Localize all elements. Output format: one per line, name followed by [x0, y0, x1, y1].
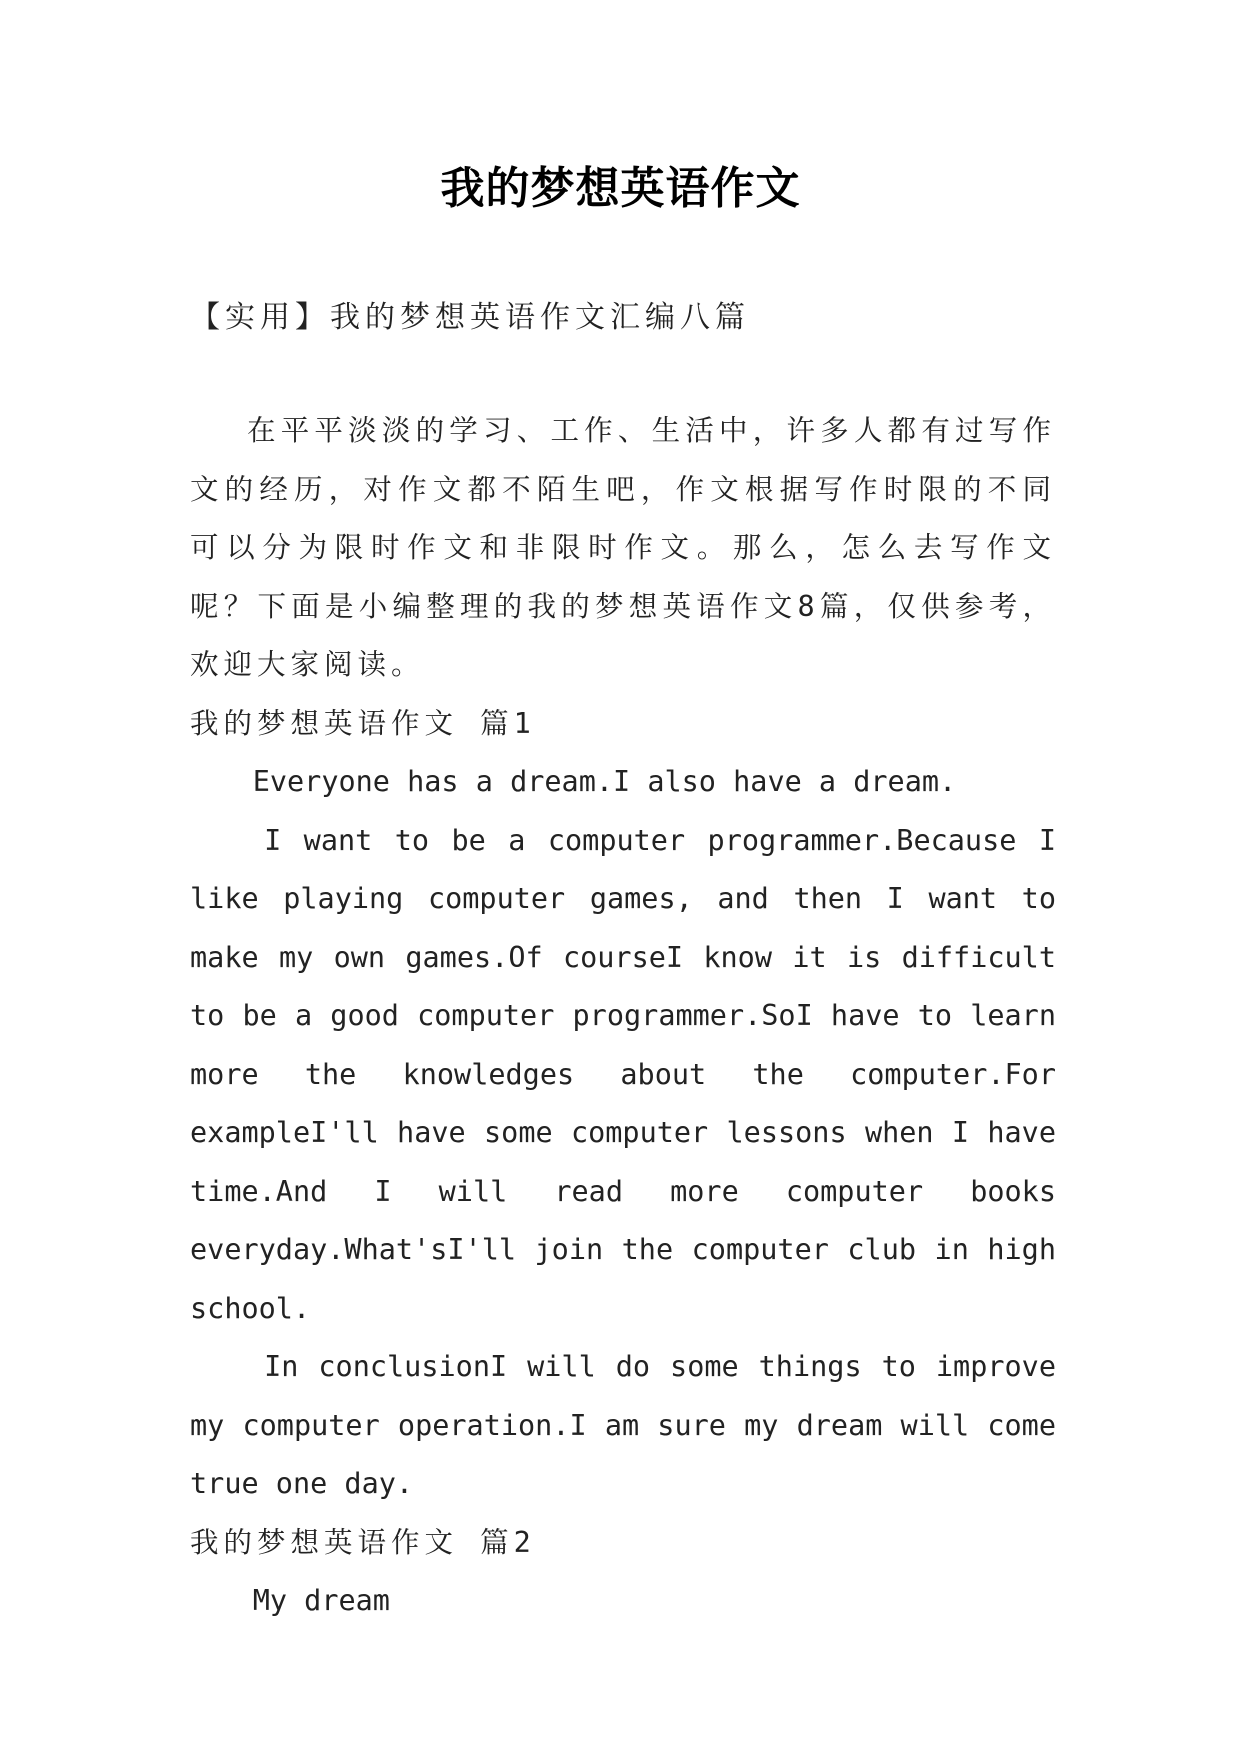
document-subtitle: 【实用】我的梦想英语作文汇编八篇: [190, 300, 750, 335]
section-paragraph: Everyone has a dream.I also have a dream.: [252, 765, 957, 798]
intro-paragraph: 在平平淡淡的学习、工作、生活中，许多人都有过写作文的经历，对作文都不陌生吧，作文根据写作时限的不同可以分为限时作文和非限时作文。那么，怎么去写作文呢？下面是小编整理的我的梦想英语作文8篇，仅供参考，欢迎大家阅读。: [190, 414, 1056, 681]
section-heading: 我的梦想英语作文 篇2: [190, 1525, 536, 1559]
document-body: [190, 402, 1056, 1631]
section-paragraph: In conclusionI will do some things to improve my computer operation.I am sure my dream will come true one day.: [190, 1350, 1056, 1500]
document-title: 我的梦想英语作文: [440, 163, 801, 214]
section-heading: 我的梦想英语作文 篇1: [190, 706, 536, 740]
section-paragraph: I want to be a computer programmer.Because I like playing computer games, and then I want to make my own games.Of courseI know it is difficult to be a good computer programmer.SoI have to learn more the knowledges about the computer.For exampleI'll have some computer lessons when I have time.And I will read more computer books everyday.What'sI'll join the computer club in high school.: [190, 823, 1056, 1325]
section-paragraph: My dream: [252, 1584, 390, 1617]
